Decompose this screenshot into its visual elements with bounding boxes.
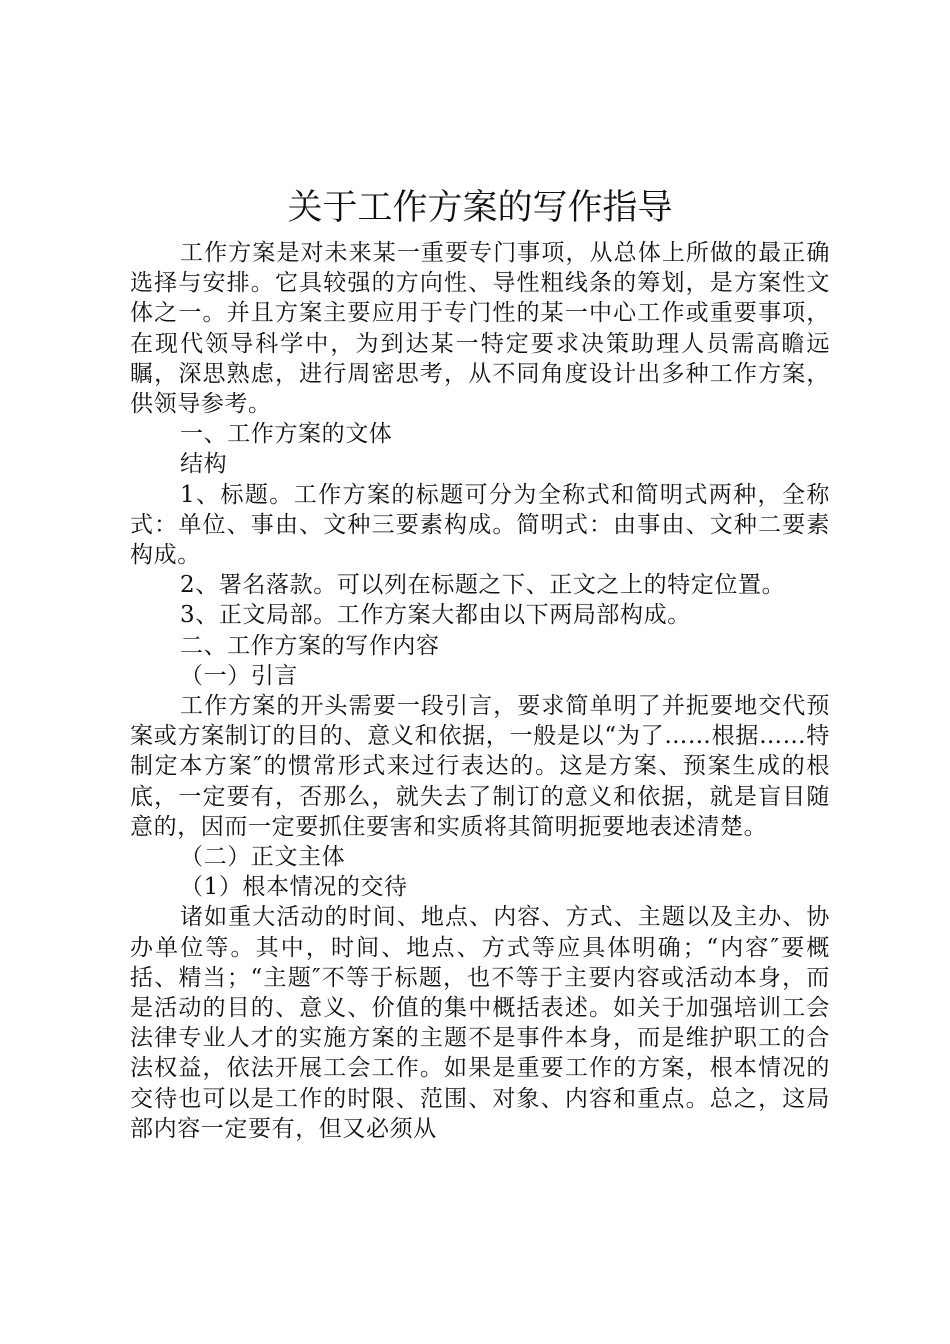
item-title-paragraph: 1、标题。工作方案的标题可分为全称式和简明式两种，全称式：单位、事由、文种三要素构成。简明式：由事由、文种二要素构成。 <box>130 481 830 569</box>
preface-paragraph: 工作方案的开头需要一段引言，要求简单明了并扼要地交代预案或方案制订的目的、意义和依据，一般是以“为了……根据……特制定本方案″的惯常形式来过行表达的。这是方案、预案生成的根底，一定要有，否那么，就失去了制订的意义和依据，就是盲目随意的，因而一定要抓住要害和实质将其简明扼要地表述清楚。 <box>130 693 830 840</box>
section-heading-2: 二、工作方案的写作内容 <box>180 632 440 659</box>
subheading-basic-situation: （1）根本情况的交待 <box>180 874 408 901</box>
intro-paragraph: 工作方案是对未来某一重要专门事项，从总体上所做的最正确选择与安排。它具较强的方向性、导性粗线条的筹划，是方案性文体之一。并且方案主要应用于专门性的某一中心工作或重要事项，在现代领导科学中，为到达某一特定要求决策助理人员需高瞻远瞩，深思熟虑，进行周密思考，从不同角度设计出多种工作方案，供领导参考。 <box>130 240 830 418</box>
subheading-main-body: （二）正文主体 <box>180 844 346 871</box>
item-body-paragraph: 3、正文局部。工作方案大都由以下两局部构成。 <box>180 602 691 629</box>
subheading-structure: 结构 <box>180 451 228 478</box>
item-signature-paragraph: 2、署名落款。可以列在标题之下、正文之上的特定位置。 <box>180 572 786 599</box>
section-heading-1: 一、工作方案的文体 <box>180 421 393 448</box>
document-page <box>130 178 830 1144</box>
subheading-preface: （一）引言 <box>180 662 298 689</box>
basic-situation-paragraph: 诸如重大活动的时间、地点、内容、方式、主题以及主办、协办单位等。其中，时间、地点、方式等应具体明确；“内容″要概括、精当；“主题″不等于标题，也不等于主要内容或活动本身，而是活动的目的、意义、价值的集中概括表述。如关于加强培训工会法律专业人才的实施方案的主题不是事件本身，而是维护职工的合法权益，依法开展工会工作。如果是重要工作的方案，根本情况的交待也可以是工作的时限、范围、对象、内容和重点。总之，这局部内容一定要有，但又必须从 <box>130 904 830 1142</box>
document-title: 关于工作方案的写作指导 <box>287 188 673 228</box>
